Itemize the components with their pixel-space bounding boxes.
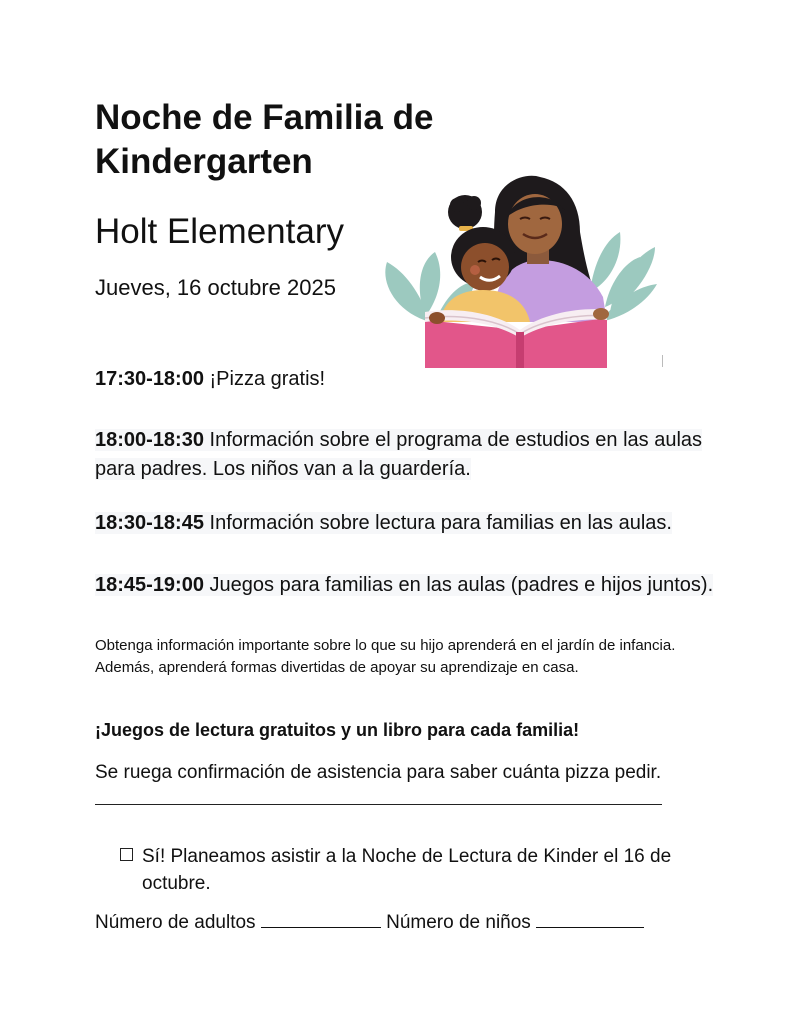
children-blank-field[interactable] bbox=[536, 909, 644, 928]
schedule-item bbox=[95, 571, 715, 600]
page-title: Noche de Familia de Kindergarten bbox=[95, 98, 434, 181]
event-date: Jueves, 16 octubre 2025 bbox=[95, 275, 336, 300]
adults-blank-field[interactable] bbox=[261, 909, 381, 928]
schedule-time: 17:30-18:00 bbox=[95, 368, 204, 390]
schedule-item bbox=[95, 426, 715, 484]
rsvp-checkbox-row[interactable] bbox=[120, 843, 700, 897]
mother-child-reading-book-illustration bbox=[375, 172, 665, 370]
schedule-text: Información sobre lectura para familias en las aulas. bbox=[203, 512, 672, 534]
free-games-highlight: ¡Juegos de lectura gratuitos y un libro para cada familia! bbox=[95, 720, 580, 740]
attendance-counts bbox=[95, 909, 644, 936]
rsvp-text: Se ruega confirmación de asistencia para saber cuánta pizza pedir. bbox=[95, 762, 662, 783]
school-name: Holt Elementary bbox=[95, 212, 344, 251]
schedule-text: ¡Pizza gratis! bbox=[203, 368, 326, 390]
adults-label: Número de adultos bbox=[95, 912, 256, 933]
checkbox[interactable] bbox=[120, 848, 133, 861]
info-text: Obtenga información importante sobre lo que su hijo aprenderá en el jardín de infancia. Además, aprenderá formas divertidas de apoyar su aprendizaje en casa. bbox=[95, 637, 676, 676]
schedule-time: 18:00-18:30 bbox=[95, 429, 204, 451]
divider bbox=[95, 804, 662, 805]
schedule-item bbox=[95, 365, 715, 394]
schedule-time: 18:30-18:45 bbox=[95, 512, 204, 534]
checkbox-label: Sí! Planeamos asistir a la Noche de Lectura de Kinder el 16 de octubre. bbox=[142, 846, 672, 894]
children-label: Número de niños bbox=[386, 912, 531, 933]
schedule-time: 18:45-19:00 bbox=[95, 574, 204, 596]
schedule-text: Juegos para familias en las aulas (padres e hijos juntos). bbox=[203, 574, 714, 596]
schedule-item bbox=[95, 509, 735, 538]
schedule-text: Información sobre el programa de estudios en las aulas para padres. Los niños van a la guardería. bbox=[95, 429, 703, 480]
